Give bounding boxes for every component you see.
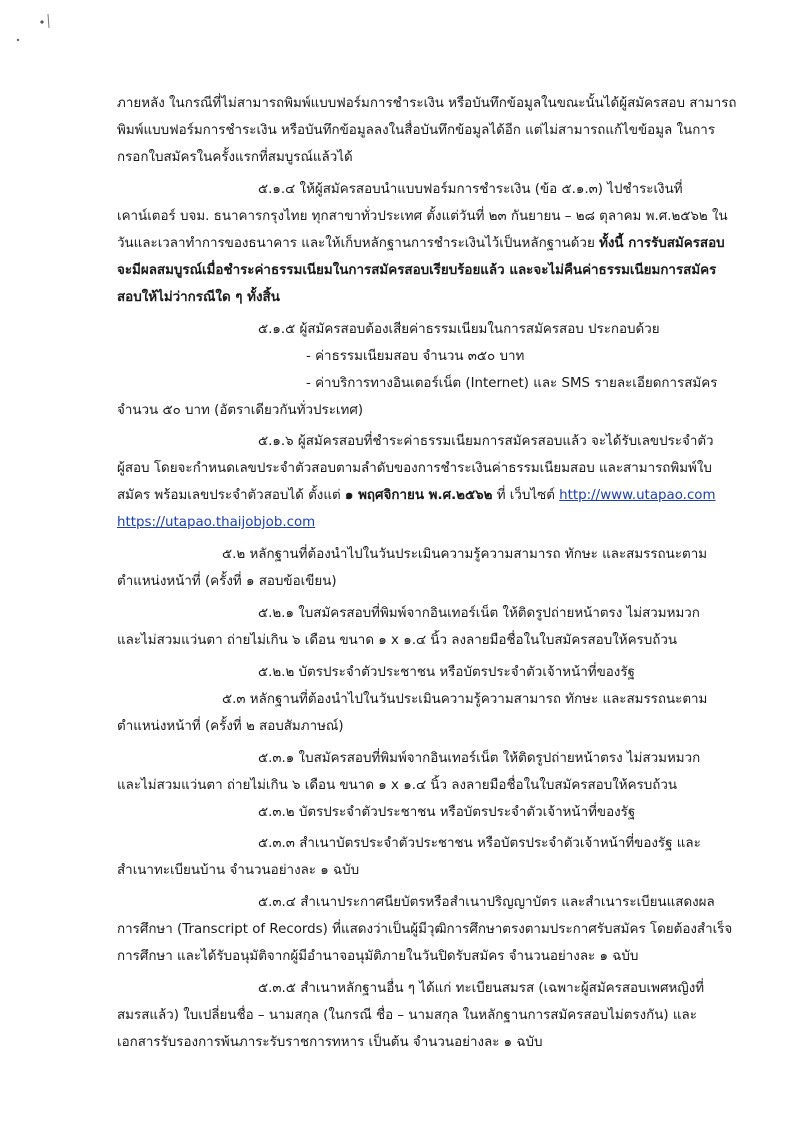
text-line: - ค่าบริการทางอินเตอร์เน็ต (Internet) และ SMS รายละเอียดการสมัคร [306,376,718,391]
text-line: จำนวน ๕๐ บาท (อัตราเดียวกันทั่วประเทศ) [117,403,364,418]
bold-date: ๑ พฤศจิกายน พ.ศ.๒๕๖๒ [344,488,493,503]
text-line: ตำแหน่งหน้าที่ (ครั้งที่ ๑ สอบข้อเขียน) [117,574,337,589]
text-line: พิมพ์แบบฟอร์มการชำระเงิน หรือบันทึกข้อมูลลงในสื่อบันทึกข้อมูลได้อีก แต่ไม่สามารถแก้ไขข้อมูล ในการ [117,123,716,138]
text-line: การศึกษา (Transcript of Records) ที่แสดงว่าเป็นผู้มีวุฒิการศึกษาตรงตามประกาศรับสมัคร โดยต้องสำเร็จ [117,922,733,937]
text-line: การศึกษา และได้รับอนุมัติจากผู้มีอำนาจอนุมัติภายในวันปิดรับสมัคร จำนวนอย่างละ ๑ ฉบับ [117,949,639,964]
thaijobjob-link[interactable]: https://utapao.thaijobjob.com [117,515,316,530]
bold-segment: ทั้งนี้ การรับสมัครสอบ [599,236,725,251]
text-line: เอกสารรับรองการพ้นภาระรับราชการทหาร เป็นต้น จำนวนอย่างละ ๑ ฉบับ [117,1035,543,1050]
text-line: ๕.๒.๑ ใบสมัครสอบที่พิมพ์จากอินเทอร์เน็ต ให้ติดรูปถ่ายหน้าตรง ไม่สวมหมวก [258,606,700,621]
text-line [117,234,725,254]
text-line: ๕.๒ หลักฐานที่ต้องนำไปในวันประเมินความรู้ความสามารถ ทักษะ และสมรรถนะตาม [222,547,708,562]
text-segment: สมัคร พร้อมเลขประจำตัวสอบได้ ตั้งแต่ [117,488,345,503]
text-line [117,513,315,533]
text-line: และไม่สวมแว่นตา ถ่ายไม่เกิน ๖ เดือน ขนาด ๑ x ๑.๔ นิ้ว ลงลายมือชื่อในใบสมัครสอบให้ครบถ้วน [117,778,677,793]
text-line: ๕.๒.๒ บัตรประจำตัวประชาชน หรือบัตรประจำตัวเจ้าหน้าที่ของรัฐ [258,665,635,680]
text-line: - ค่าธรรมเนียมสอบ จำนวน ๓๕๐ บาท [306,349,525,364]
bold-text-line: จะมีผลสมบูรณ์เมื่อชำระค่าธรรมเนียมในการสมัครสอบเรียบร้อยแล้ว และจะไม่คืนค่าธรรมเนียมการสมัคร [117,263,717,278]
text-line: ๕.๑.๖ ผู้สมัครสอบที่ชำระค่าธรรมเนียมการสมัครสอบแล้ว จะได้รับเลขประจำตัว [258,434,714,449]
utapao-link[interactable]: http://www.utapao.com [559,488,716,503]
text-line: ๕.๓.๑ ใบสมัครสอบที่พิมพ์จากอินเทอร์เน็ต ให้ติดรูปถ่ายหน้าตรง ไม่สวมหมวก [258,751,701,766]
scan-speck-marks [10,8,70,58]
text-line: ตำแหน่งหน้าที่ (ครั้งที่ ๒ สอบสัมภาษณ์) [117,719,344,734]
text-line: ๕.๓.๒ บัตรประจำตัวประชาชน หรือบัตรประจำตัวเจ้าหน้าที่ของรัฐ [258,805,636,820]
text-line: ภายหลัง ในกรณีที่ไม่สามารถพิมพ์แบบฟอร์มการชำระเงิน หรือบันทึกข้อมูลในขณะนั้นได้ผู้สมัครสอบ สามารถ [117,96,737,111]
text-line: ๕.๓ หลักฐานที่ต้องนำไปในวันประเมินความรู้ความสามารถ ทักษะ และสมรรถนะตาม [222,692,708,707]
text-segment: ที่ เว็บไซต์ [492,488,560,503]
text-line: กรอกใบสมัครในครั้งแรกที่สมบูรณ์แล้วได้ [117,150,353,165]
text-line: ๕.๑.๕ ผู้สมัครสอบต้องเสียค่าธรรมเนียมในการสมัครสอบ ประกอบด้วย [258,322,660,337]
text-line: ๕.๓.๓ สำเนาบัตรประจำตัวประชาชน หรือบัตรประจำตัวเจ้าหน้าที่ของรัฐ และ [258,836,701,851]
text-line: และไม่สวมแว่นตา ถ่ายไม่เกิน ๖ เดือน ขนาด ๑ x ๑.๔ นิ้ว ลงลายมือชื่อในใบสมัครสอบให้ครบถ้วน [117,633,677,648]
text-line: ๕.๓.๔ สำเนาประกาศนียบัตรหรือสำเนาปริญญาบัตร และสำเนาระเบียนแสดงผล [258,895,715,910]
text-line: เคาน์เตอร์ บจม. ธนาคารกรุงไทย ทุกสาขาทั่วประเทศ ตั้งแต่วันที่ ๒๓ กันยายน – ๒๘ ตุลาคม พ.ศ.๒๕๖๒ ใน [117,209,728,224]
text-line: ๕.๑.๔ ให้ผู้สมัครสอบนำแบบฟอร์มการชำระเงิน (ข้อ ๕.๑.๓) ไปชำระเงินที่ [258,182,683,197]
text-line: ๕.๓.๕ สำเนาหลักฐานอื่น ๆ ได้แก่ ทะเบียนสมรส (เฉพาะผู้สมัครสอบเพศหญิงที่ [258,981,705,996]
text-line: ผู้สอบ โดยจะกำหนดเลขประจำตัวสอบตามลำดับของการชำระเงินค่าธรรมเนียมสอบ และสามารถพิมพ์ใบ [117,461,712,476]
text-line [117,486,716,506]
text-segment: วันและเวลาทำการของธนาคาร และให้เก็บหลักฐานการชำระเงินไว้เป็นหลักฐานด้วย [117,236,600,251]
text-line: สำเนาทะเบียนบ้าน จำนวนอย่างละ ๑ ฉบับ [117,863,360,878]
text-line: สมรสแล้ว) ใบเปลี่ยนชื่อ – นามสกุล (ในกรณี ชื่อ – นามสกุล ในหลักฐานการสมัครสอบไม่ตรงกัน) และ [117,1008,697,1023]
bold-text-line: สอบให้ไม่ว่ากรณีใด ๆ ทั้งสิ้น [117,290,280,305]
